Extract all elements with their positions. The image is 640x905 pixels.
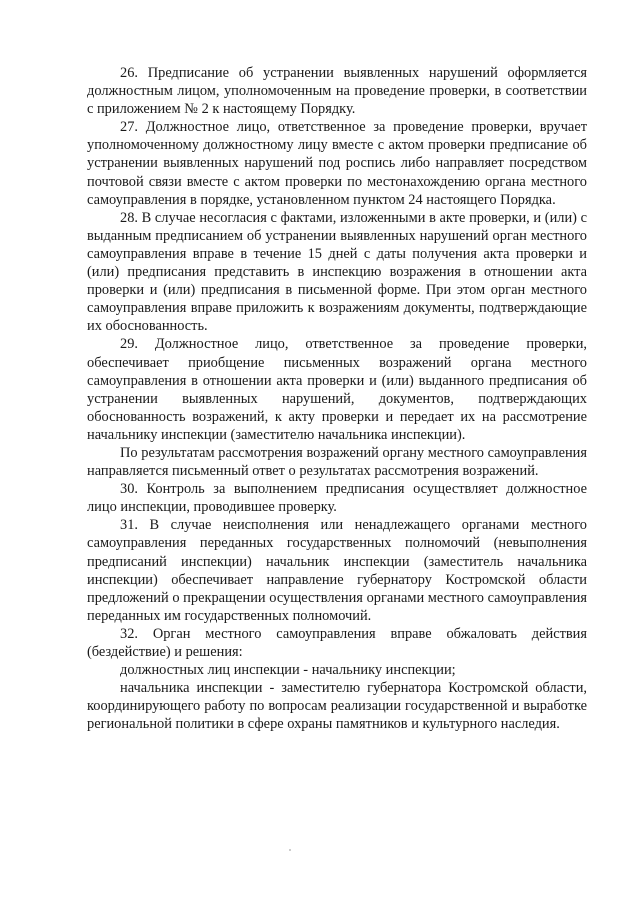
paragraph-32-item-1: должностных лиц инспекции - начальнику инспекции; xyxy=(120,662,456,679)
paragraph-29-response: По результатам рассмотрения возражений органу местного самоуправления направляется письменный ответ о результатах рассмотрения возражений. xyxy=(87,444,587,480)
paragraph-29: 29. Должностное лицо, ответственное за проведение проверки, обеспечивает приобщение письменных возражений органа местного самоуправления в отношении акта проверки и (или) выданного предписания об устранении выявленных нарушений, документов, подтверждающих обоснованность возражений, к акту проверки и передает их на рассмотрение начальнику инспекции (заместителю начальника инспекции). xyxy=(87,336,587,443)
scan-artifact-dot xyxy=(289,849,291,851)
paragraph-27: 27. Должностное лицо, ответственное за проведение проверки, вручает уполномоченному должностному лицу вместе с актом проверки предписание об устранении выявленных нарушений под роспись либо направляет посредством почтовой связи вместе с актом проверки по местонахождению органа местного самоуправления в порядке, установленном пунктом 24 настоящего Порядка. xyxy=(87,119,587,208)
paragraph-26: 26. Предписание об устранении выявленных нарушений оформляется должностным лицом, уполномоченным на проведение проверки, в соответствии с приложением № 2 к настоящему Порядку. xyxy=(87,65,587,118)
paragraph-30: 30. Контроль за выполнением предписания осуществляет должностное лицо инспекции, проводившее проверку. xyxy=(87,481,587,516)
paragraph-31: 31. В случае неисполнения или ненадлежащего органами местного самоуправления переданных государственных полномочий (невыполнения предписаний инспекции) начальник инспекции (заместитель начальника инспекции) обеспечивает направление губернатору Костромской области предложений о прекращении осуществления органами местного самоуправления переданных им государственных полномочий. xyxy=(87,517,587,624)
document-body xyxy=(87,64,587,733)
paragraph-32: 32. Орган местного самоуправления вправе обжаловать действия (бездействие) и решения: xyxy=(87,625,587,660)
paragraph-28: 28. В случае несогласия с фактами, изложенными в акте проверки, и (или) с выданным предписанием об устранении выявленных нарушений орган местного самоуправления вправе в течение 15 дней с даты получения акта проверки и (или) предписания представить в инспекцию возражения в отношении акта проверки и (или) предписания в письменной форме. При этом орган местного самоуправления вправе приложить к возражениям документы, подтверждающие их обоснованность. xyxy=(87,209,587,335)
paragraph-32-item-2: начальника инспекции - заместителю губернатора Костромской области, координирующего работу по вопросам реализации государственной и выработке региональной политики в сфере охраны памятников и культурного наследия. xyxy=(87,680,587,733)
